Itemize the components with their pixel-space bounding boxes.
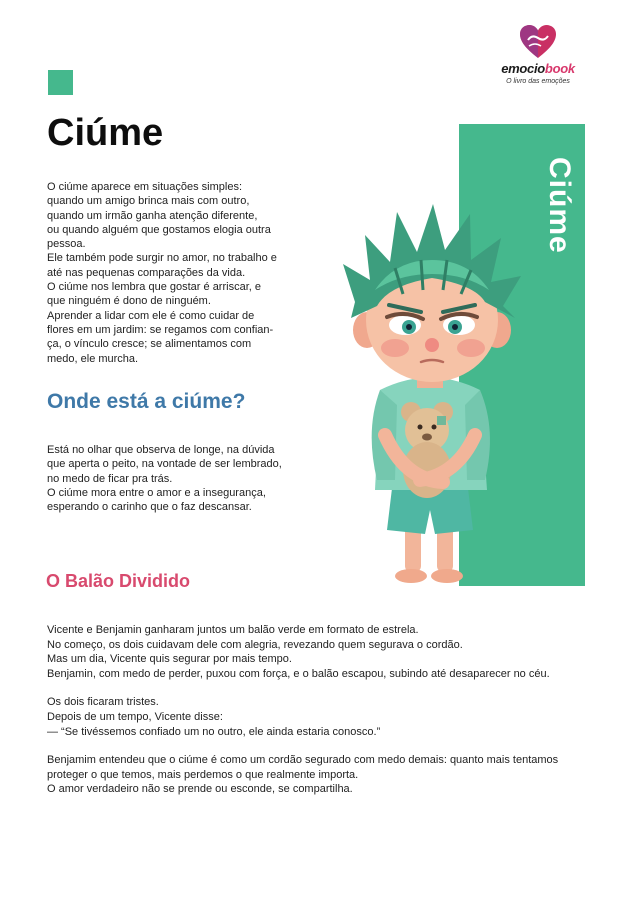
- accent-square: [48, 70, 73, 95]
- intro-line: até nas pequenas comparações da vida.: [47, 266, 246, 279]
- intro-line: Aprender a lidar com ele é como cuidar de: [47, 309, 255, 322]
- heart-logo-icon: [519, 24, 557, 60]
- story-paragraph: Os dois ficaram tristes. Depois de um tempo, Vicente disse: — “Se tivéssemos confiado um no outro, ele ainda estaria conosco.”: [47, 696, 381, 738]
- brand-logo: [486, 24, 590, 88]
- intro-line: ça, o vínculo cresce; se alimentamos com: [47, 338, 252, 351]
- intro-line: que ninguém é dono de ninguém.: [47, 295, 211, 308]
- section-paragraph: [47, 443, 315, 514]
- intro-paragraph: [47, 180, 315, 366]
- story-heading: O Balão Dividido: [46, 571, 191, 591]
- page-title: Ciúme: [47, 112, 164, 154]
- intro-line: O ciúme aparece em situações simples:: [47, 181, 243, 193]
- story-paragraph: Vicente e Benjamin ganharam juntos um balão verde em formato de estrela. No começo, os dois cuidavam dele com alegria, revezando quem segurava o cordão. Mas um dia, Vicente quis segurar por mais tempo. Benjamin, com medo de perder, puxou com força, e o balão escapou, subindo até desaparecer no céu.: [47, 624, 550, 680]
- intro-line: medo, ele murcha.: [47, 352, 139, 365]
- intro-line: ou quando alguém que gostamos elogia outra: [47, 223, 271, 236]
- section-line: no medo de ficar pra trás.: [47, 472, 173, 485]
- story-paragraph: Benjamim entendeu que o ciúme é como um cordão segurado com medo demais: quanto mais tentamos proteger o que temos, mais perdemos o que realmente importa. O amor verdadeiro não se prende ou esconde, se compartilha.: [47, 754, 559, 796]
- intro-line: Ele também pode surgir no amor, no trabalho e: [47, 252, 277, 265]
- intro-line: O ciúme nos lembra que gostar é arriscar, e: [47, 281, 261, 294]
- section-line: O ciúme mora entre o amor e a insegurança,: [47, 486, 266, 499]
- story-text: [47, 623, 592, 797]
- brand-name: emociobook: [501, 61, 575, 76]
- section-heading: Onde está a ciúme?: [47, 390, 246, 413]
- brand-tagline: O livro das emoções: [506, 78, 570, 85]
- section-line: esperando o carinho que o faz descansar.: [47, 501, 252, 514]
- intro-line: quando um amigo brinca mais com outro,: [47, 195, 250, 208]
- section-line: que aperta o peito, na vontade de ser lembrado,: [47, 458, 282, 471]
- intro-line: quando um irmão ganha atenção diferente,: [47, 209, 258, 222]
- side-label: Ciúme: [543, 157, 576, 254]
- jealous-boy-illustration: [325, 190, 540, 588]
- intro-line: pessoa.: [47, 238, 86, 251]
- intro-line: flores em um jardim: se regamos com confian-: [47, 323, 274, 336]
- section-line: Está no olhar que observa de longe, na dúvida: [47, 444, 275, 456]
